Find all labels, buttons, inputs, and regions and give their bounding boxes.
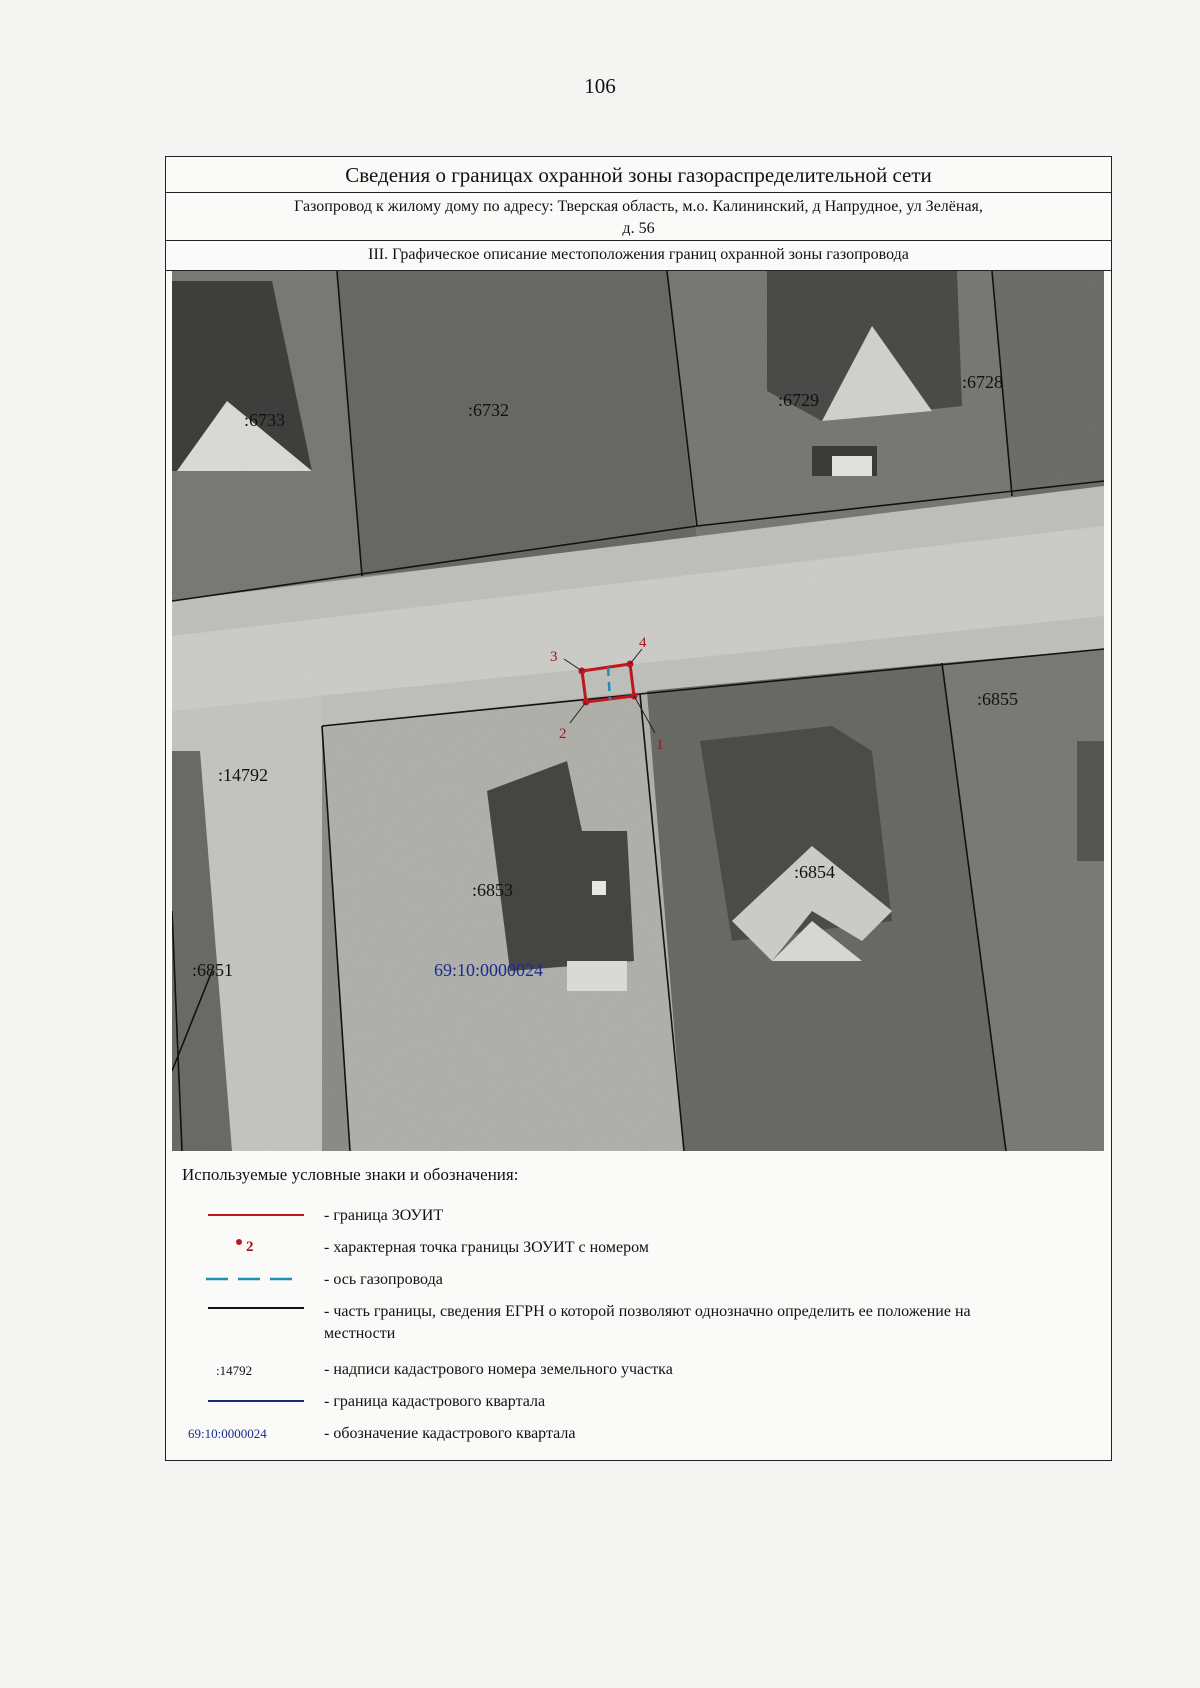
map-canvas bbox=[172, 271, 1104, 1151]
parcel-label-6851: :6851 bbox=[192, 960, 234, 980]
object-description-line2: д. 56 bbox=[622, 220, 655, 237]
parcel-label-6854: :6854 bbox=[794, 862, 836, 882]
legend-item-gas-axis bbox=[166, 1269, 1111, 1299]
legend-symbol-quarter-label: 69:10:0000024 bbox=[188, 1426, 267, 1441]
legend-text: - граница кадастрового квартала bbox=[324, 1393, 546, 1410]
legend-item-parcel-boundary bbox=[166, 1301, 1111, 1353]
legend-text: - ось газопровода bbox=[324, 1271, 443, 1288]
legend-text: - надписи кадастрового номера земельного участка bbox=[324, 1361, 673, 1378]
legend-item-zone-boundary bbox=[166, 1205, 1111, 1235]
legend bbox=[166, 1153, 1111, 1453]
zone-point-2-label: 2 bbox=[559, 726, 567, 742]
legend-item-parcel-label bbox=[166, 1359, 1111, 1389]
parcel-label-6728: :6728 bbox=[962, 372, 1004, 392]
legend-title: Используемые условные знаки и обозначения: bbox=[182, 1165, 519, 1184]
parcel-label-6729: :6729 bbox=[778, 390, 820, 410]
object-description bbox=[166, 193, 1111, 241]
zone-point-3-label: 3 bbox=[550, 649, 558, 665]
legend-symbol-red-point: 2 bbox=[178, 1237, 358, 1267]
parcel-label-6733: :6733 bbox=[244, 410, 286, 430]
document-frame bbox=[165, 156, 1112, 1461]
parcel-label-6853: :6853 bbox=[472, 880, 514, 900]
legend-item-quarter-label bbox=[166, 1423, 1111, 1453]
zone-point-1-label: 1 bbox=[656, 737, 664, 753]
parcel-label-14792: :14792 bbox=[218, 765, 269, 785]
document-title: Сведения о границах охранной зоны газораспределительной сети bbox=[166, 157, 1111, 193]
object-description-line1: Газопровод к жилому дому по адресу: Тверская область, м.о. Калининский, д Напрудное, ул Зелёная, bbox=[294, 198, 983, 215]
legend-item-zone-point bbox=[166, 1237, 1111, 1267]
section-title: III. Графическое описание местоположения границ охранной зоны газопровода bbox=[166, 241, 1111, 271]
legend-symbol-parcel-label: :14792 bbox=[216, 1363, 253, 1378]
terrain bbox=[172, 271, 1104, 1151]
parcel-label-6732: :6732 bbox=[468, 400, 510, 420]
legend-text: - часть границы, сведения ЕГРН о которой позволяют однозначно определить ее положение на местности bbox=[324, 1303, 971, 1342]
cadastral-quarter-label: 69:10:0000024 bbox=[434, 960, 544, 980]
legend-text: - характерная точка границы ЗОУИТ с номером bbox=[324, 1239, 649, 1256]
legend-text: - обозначение кадастрового квартала bbox=[324, 1425, 576, 1442]
page-number: 106 bbox=[584, 74, 616, 98]
zone-point-4-label: 4 bbox=[639, 635, 647, 651]
parcel-label-6855: :6855 bbox=[977, 689, 1019, 709]
legend-text: - граница ЗОУИТ bbox=[324, 1207, 444, 1224]
aerial-map[interactable] bbox=[172, 271, 1104, 1151]
legend-item-quarter-boundary bbox=[166, 1391, 1111, 1421]
